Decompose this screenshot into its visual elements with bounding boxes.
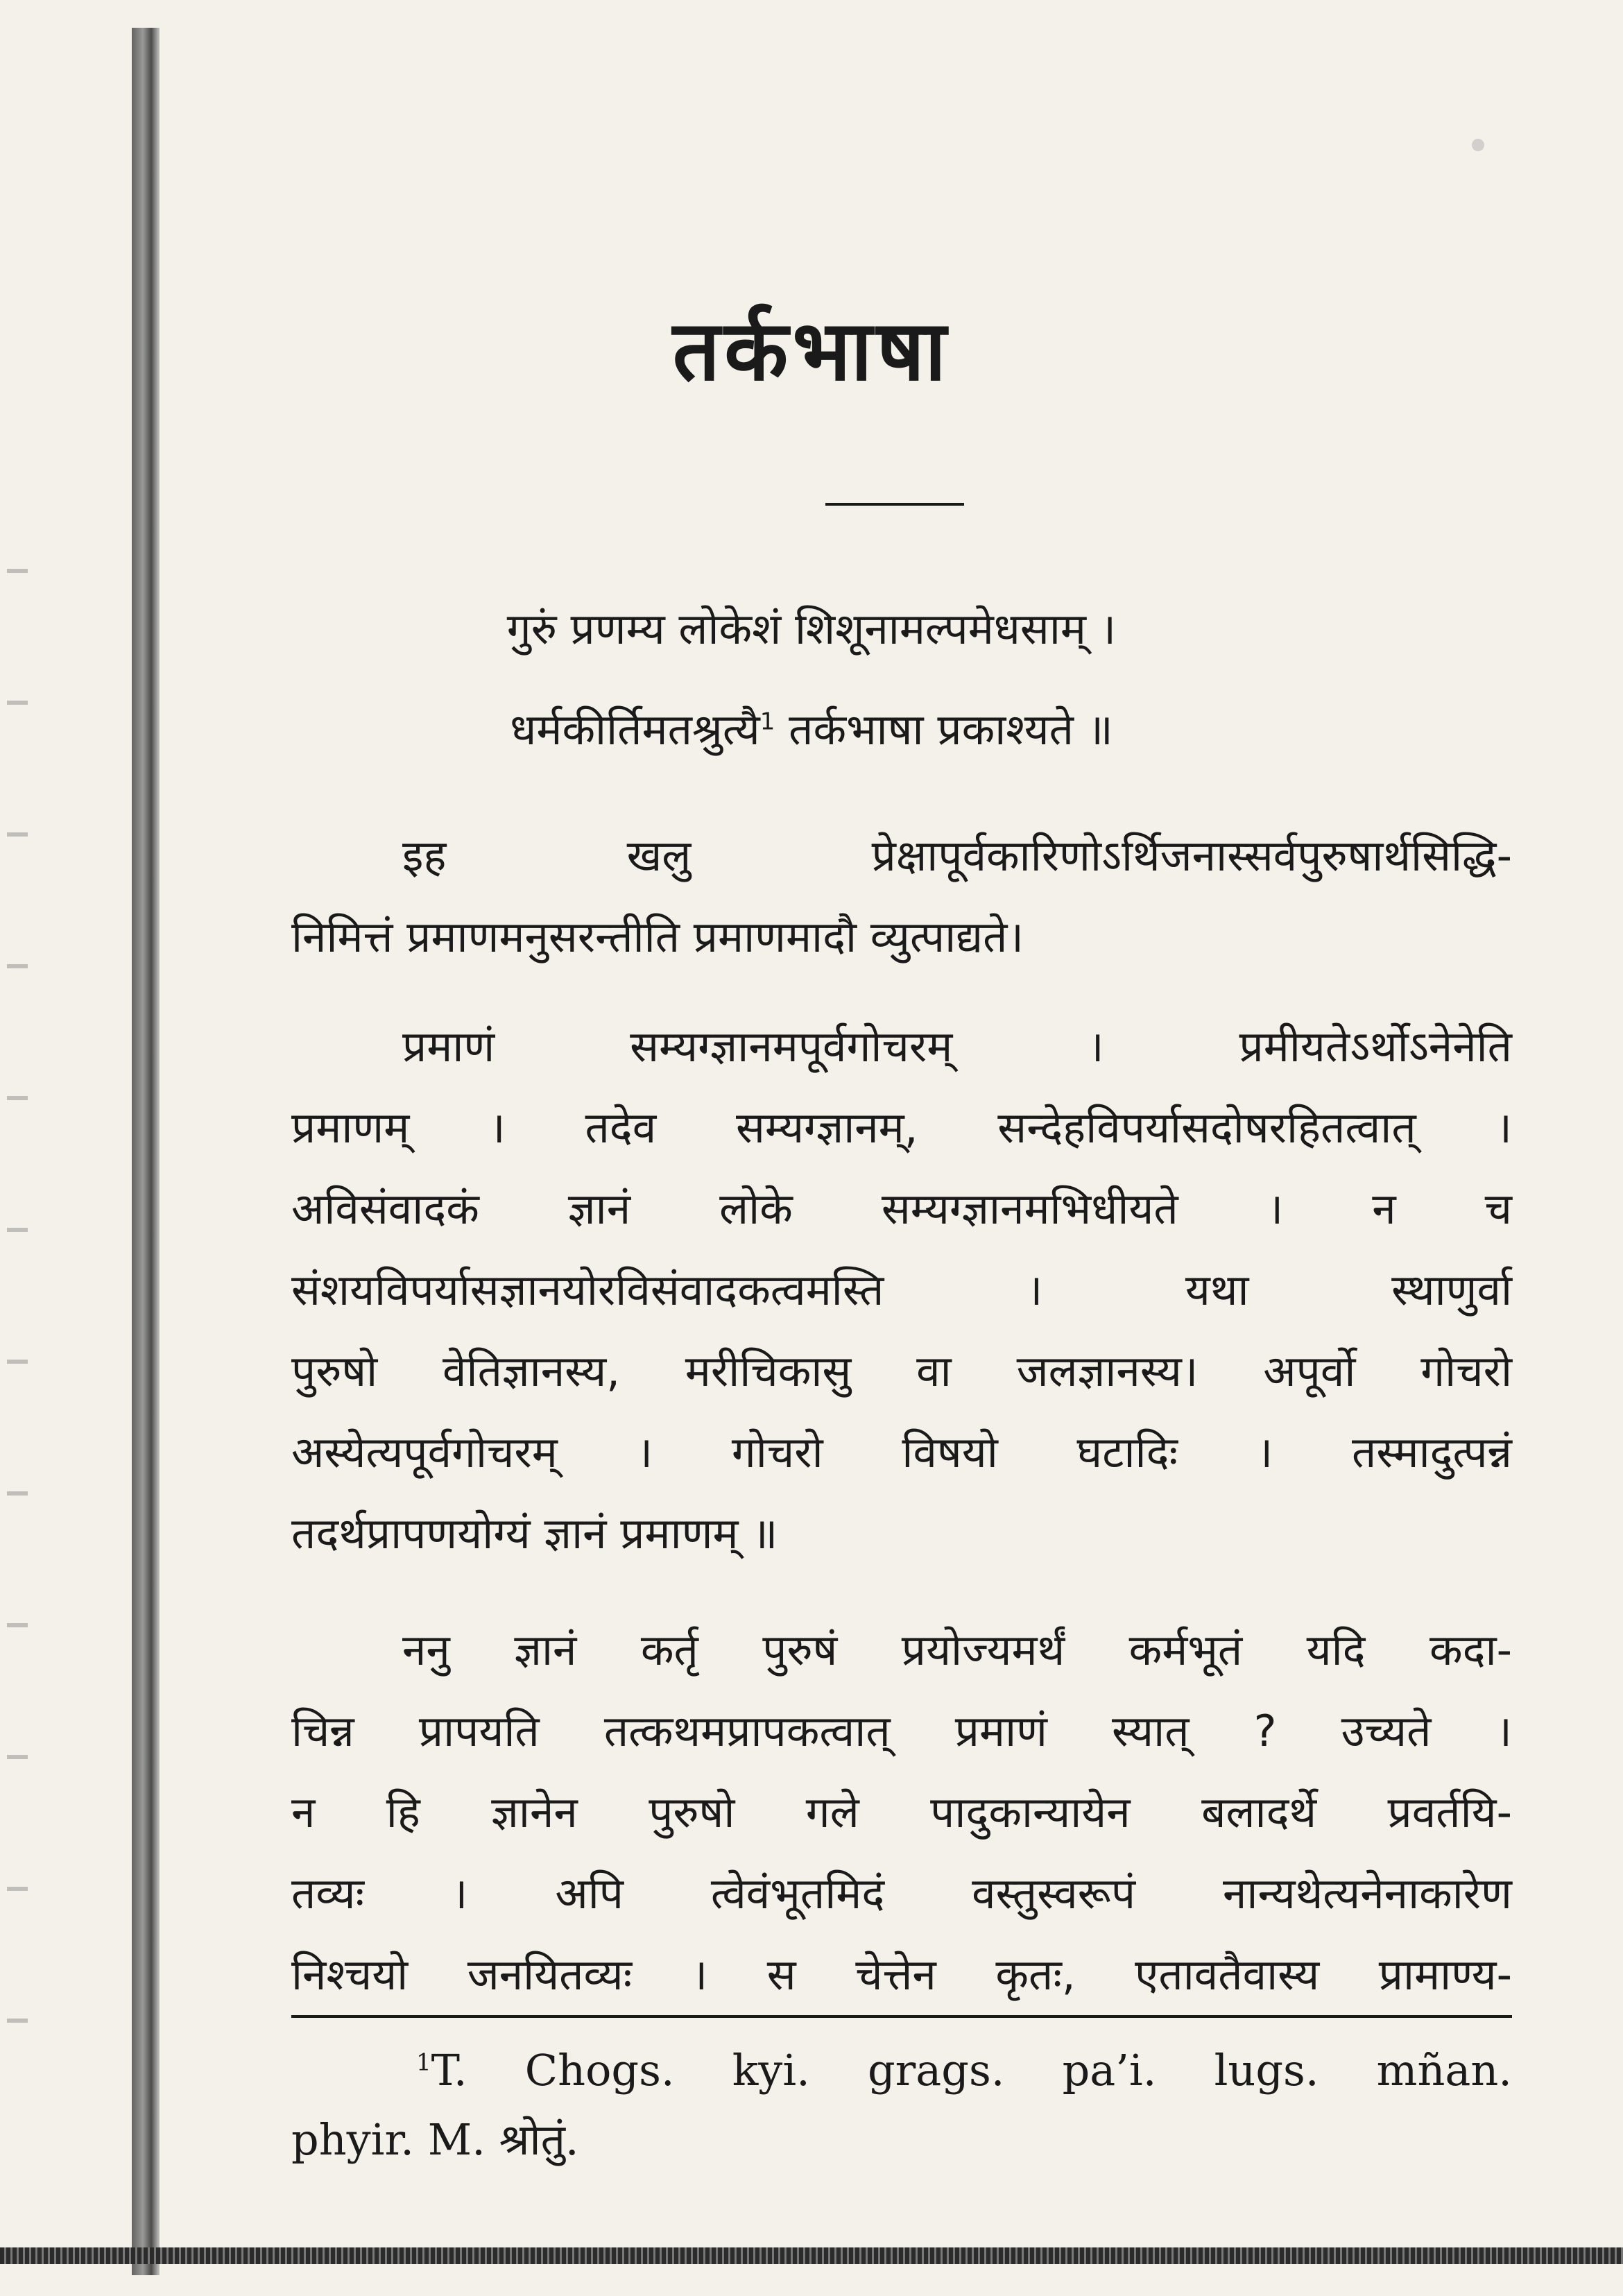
- verse-line-2-rest: तर्कभाषा प्रकाश्यते ॥: [775, 704, 1113, 755]
- paragraph-1: [291, 815, 1512, 977]
- paragraph-line: प्रमाणम् । तदेव सम्यग्ज्ञानम्, सन्देहविपर्यासदोषरहितत्वात् ।: [291, 1102, 1512, 1153]
- footnote-ref: 1: [759, 708, 775, 736]
- paragraph-3: [291, 1609, 1512, 2015]
- title-rule: [825, 503, 964, 506]
- paragraph-line: पुरुषो वेतिज्ञानस्य, मरीचिकासु वा जलज्ञानस्य। अपूर्वो गोचरो: [291, 1346, 1512, 1396]
- footnote-rule: [291, 2015, 1512, 2018]
- paragraph-2: [291, 1006, 1512, 1574]
- paragraph-line: तव्यः । अपि त्वेवंभूतमिदं वस्तुस्वरूपं नान्यथेत्यनेनाकारेण: [291, 1868, 1512, 1919]
- paragraph-line: चिन्न प्रापयति तत्कथमप्रापकत्वात् प्रमाणं स्यात् ? उच्यते ।: [291, 1706, 1512, 1756]
- paragraph-line: न हि ज्ञानेन पुरुषो गले पादुकान्यायेन बलादर्थे प्रवर्तयि-: [291, 1787, 1512, 1837]
- paragraph-line: संशयविपर्यासज्ञानयोरविसंवादकत्वमस्ति । यथा स्थाणुर्वा: [291, 1265, 1512, 1315]
- footnote-marker: 1: [416, 2048, 431, 2077]
- verse-line-1: गुरुं प्रणम्य लोकेशं शिशूनामल्पमेधसाम् ।: [506, 603, 1117, 654]
- paragraph-line: ननु ज्ञानं कर्तृ पुरुषं प्रयोज्यमर्थं कर्मभूतं यदि कदा-: [402, 1625, 1512, 1675]
- paragraph-line: तदर्थप्रापणयोग्यं ज्ञानं प्रमाणम् ॥: [291, 1508, 778, 1559]
- verse-line-2-main: धर्मकीर्तिमतश्रुत्यै: [510, 704, 760, 755]
- page-speck: [1472, 139, 1484, 151]
- paragraph-line: अस्येत्यपूर्वगोचरम् । गोचरो विषयो घटादिः । तस्मादुत्पन्नं: [291, 1427, 1512, 1477]
- paragraph-line: निमित्तं प्रमाणमनुसरन्तीति प्रमाणमादौ व्युत्पाद्यते।: [291, 911, 1024, 962]
- paragraph-line: निश्चयो जनयितव्यः । स चेत्तेन कृतः, एतावतैवास्य प्रामाण्य-: [291, 1949, 1512, 2000]
- paragraph-line: प्रमाणं सम्यग्ज्ञानमपूर्वगोचरम् । प्रमीयतेऽर्थोऽनेनेति: [402, 1021, 1512, 1072]
- page-title: तर्कभाषा: [672, 303, 951, 400]
- page-bottom-edge: [0, 2247, 1623, 2264]
- footnote-line-1: [291, 2036, 1512, 2105]
- paragraph-line: इह खलु प्रेक्षापूर्वकारिणोऽर्थिजनास्सर्वपुरुषार्थसिद्धि-: [402, 830, 1512, 881]
- footnote-line-2: phyir. M. श्रोतुं.: [291, 2114, 579, 2165]
- paragraph-line: अविसंवादकं ज्ञानं लोके सम्यग्ज्ञानमभिधीयते । न च: [291, 1183, 1512, 1234]
- footnote-text-1: T. Chogs. kyi. grags. pa’i. lugs. mñan.: [431, 2045, 1512, 2096]
- verse-line-2: [0, 704, 1623, 755]
- footnote: [291, 2036, 1512, 2175]
